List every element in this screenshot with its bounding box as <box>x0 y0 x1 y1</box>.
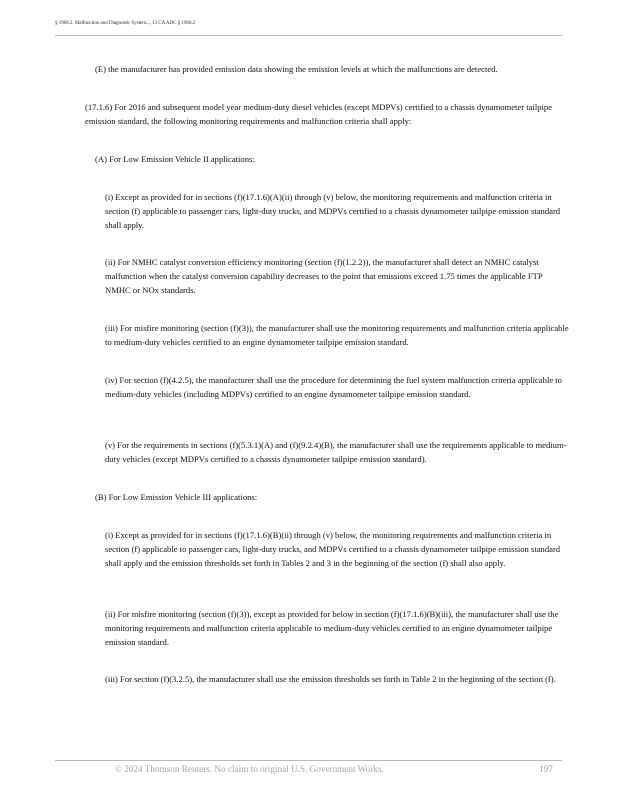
page-number: 197 <box>539 764 553 774</box>
footer-copyright: © 2024 Thomson Reuters. No claim to original U.S. Government Works. <box>115 764 384 774</box>
paragraph-b-ii: (ii) For misfire monitoring (section (f)(3)), except as provided for below in section (f)(17.1.6)(B)(iii), the manufacturer shall use the monitoring requirements and malfunction criteria applicable to medium-duty vehicles certified to an engine dynamometer tailpipe emission standard. <box>105 609 559 647</box>
paragraph-a-iv: (iv) For section (f)(4.2.5), the manufacturer shall use the procedure for determining the fuel system malfunction criteria applicable to medium-duty vehicles (including MDPVs) certified to an engine dynamometer tailpipe emission standard. <box>105 375 562 399</box>
paragraph-a-i: (i) Except as provided for in sections (f)(17.1.6)(A)(ii) through (v) below, the monitoring requirements and malfunction criteria in section (f) applicable to passenger cars, light-duty trucks, and MDPVs certified to a chassis dynamometer tailpipe emission standard shall apply. <box>105 192 561 230</box>
footer-divider <box>55 760 562 761</box>
paragraph-b-lev-iii: (B) For Low Emission Vehicle III applications: <box>95 492 258 502</box>
paragraph-a-ii: (ii) For NMHC catalyst conversion efficiency monitoring (section (f)(1.2.2)), the manufacturer shall detect an NMHC catalyst malfunction when the catalyst conversion capability decreases to the point that emissions exceed 1.75 times the applicable FTP NMHC or NOx standards. <box>105 257 543 295</box>
paragraph-a-v: (v) For the requirements in sections (f)(5.3.1)(A) and (f)(9.2.4)(B), the manufacturer shall use the requirements applicable to medium-duty vehicles (except MDPVs certified to a chassis dynamometer tailpipe emission standard). <box>105 440 567 464</box>
paragraph-a-iii: (iii) For misfire monitoring (section (f)(3)), the manufacturer shall use the monitoring requirements and malfunction criteria applicable to medium-duty vehicles certified to an engine dynamometer tailpipe emission standard. <box>105 323 569 347</box>
paragraph-b-iii: (iii) For section (f)(3.2.5), the manufacturer shall use the emission thresholds set forth in Table 2 in the beginning of the section (f). <box>105 674 556 684</box>
paragraph-17-1-6: (17.1.6) For 2016 and subsequent model year medium-duty diesel vehicles (except MDPVs) certified to a chassis dynamometer tailpipe emission standard, the following monitoring requirements and malfunction criteria shall apply: <box>85 102 553 126</box>
paragraph-e-emission-data: (E) the manufacturer has provided emission data showing the emission levels at which the malfunctions are detected. <box>95 64 498 74</box>
running-header: § 1968.2. Malfunction and Diagnostic System..., 13 CA ADC § 1968.2 <box>55 20 196 26</box>
paragraph-b-i: (i) Except as provided for in sections (f)(17.1.6)(B)(ii) through (v) below, the monitoring requirements and malfunction criteria in section (f) applicable to passenger cars, light-duty trucks, and MDPVs certified to a chassis dynamometer tailpipe emission standard shall apply and the emission thresholds set forth in Tables 2 and 3 in the beginning of the section (f) shall also apply. <box>105 530 561 568</box>
header-divider <box>55 35 562 36</box>
paragraph-a-lev-ii: (A) For Low Emission Vehicle II applications: <box>95 154 255 164</box>
